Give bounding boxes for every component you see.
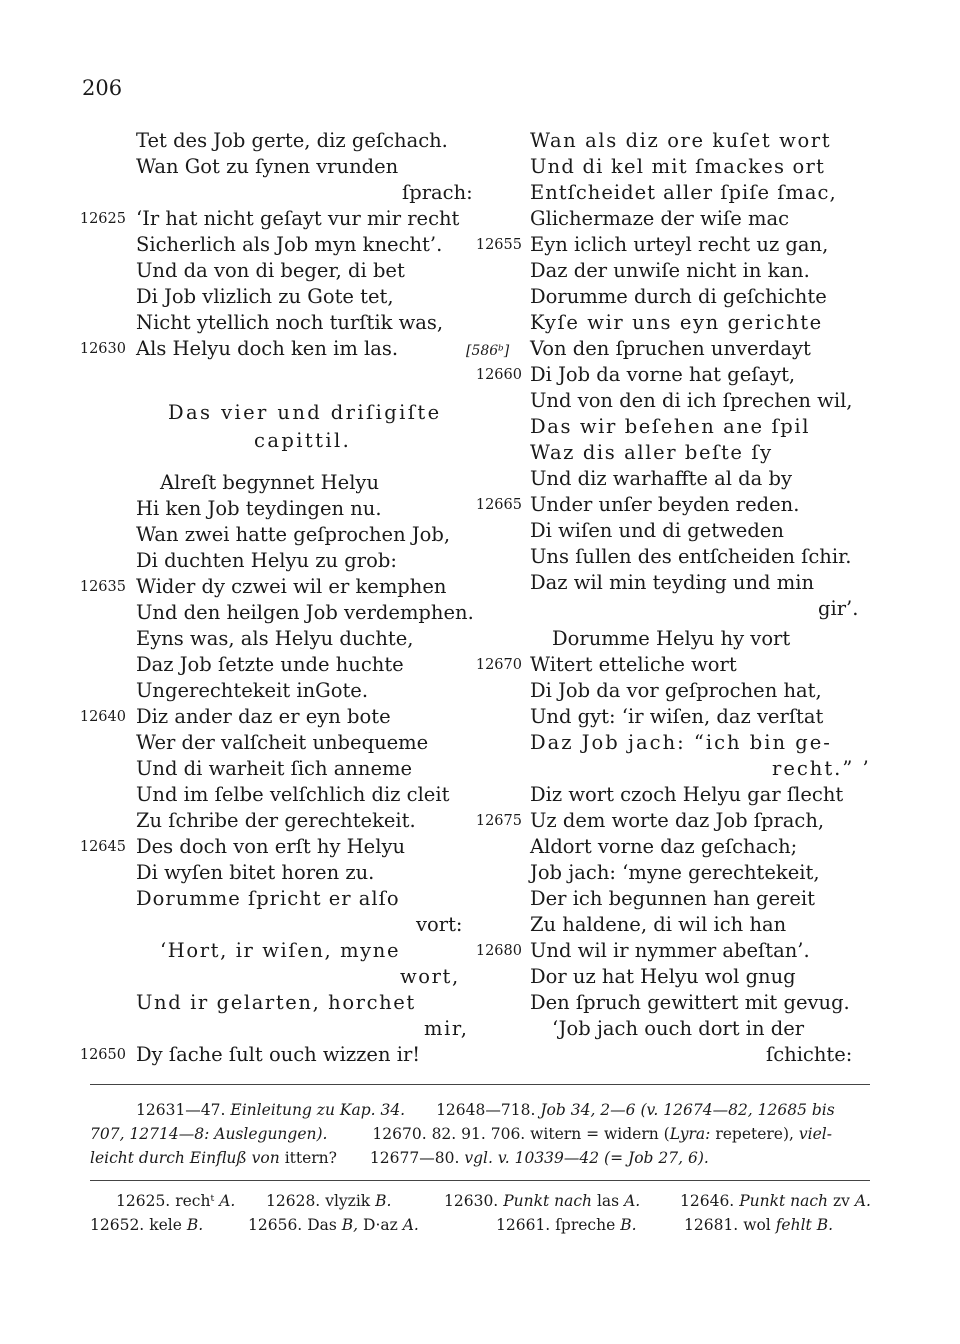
variant-entry: [680, 1190, 871, 1212]
verse-line: Diz ander daz er eyn bote: [136, 705, 391, 728]
commentary-ref: 12648—718.: [436, 1101, 536, 1119]
variant-text: D·az: [363, 1216, 398, 1234]
variant-siglum: fehlt B.: [775, 1216, 834, 1234]
variant-siglum: B.: [375, 1192, 392, 1210]
verse-line: recht.” ’: [772, 757, 871, 780]
verse-line: Und von den di ich ſprechen wil,: [530, 389, 853, 412]
commentary-text: ittern?: [284, 1149, 337, 1167]
variant-siglum: B.: [186, 1216, 204, 1234]
variant-entry: [266, 1190, 391, 1212]
commentary-text: 12670. 82. 91. 706. witern = widern (: [372, 1125, 670, 1143]
commentary-text: Einleitung zu Kap. 34.: [230, 1101, 406, 1119]
verse-line: Den ſpruch gewittert mit gevug.: [530, 991, 850, 1014]
verse-line: Wer der valſcheit unbequeme: [136, 731, 429, 754]
variant-siglum: A.: [219, 1192, 236, 1210]
variant-siglum: B,: [341, 1216, 359, 1234]
verse-line: Und diz warhaffte al da by: [530, 467, 792, 490]
line-number: 12675: [475, 813, 522, 829]
verse-line: Di wiſen und di getweden: [530, 519, 784, 542]
verse-line: Und da von di beger, di bet: [136, 259, 405, 282]
variant-ref: 12630.: [444, 1192, 499, 1210]
verse-line: Di Job da vor geſprochen hat,: [530, 679, 822, 702]
divider: [90, 1180, 870, 1181]
verse-line: Und im ſelbe velſchlich diz cleit: [136, 783, 450, 806]
variant-entry: [116, 1190, 235, 1212]
verse-line: Nicht ytellich noch turſtik was,: [136, 311, 444, 334]
verse-line: Zu haldene, di wil ich han: [530, 913, 787, 936]
verse-line: Uz dem worte daz Job ſprach,: [530, 809, 825, 832]
commentary-line: [90, 1123, 832, 1145]
variant-text: rechᵗ: [175, 1192, 215, 1210]
variant-note: Punkt nach: [739, 1192, 829, 1210]
variant-ref: 12652.: [90, 1216, 145, 1234]
verse-line: ſchichte:: [766, 1043, 853, 1066]
variant-siglum: A.: [624, 1192, 641, 1210]
variant-text: ſpreche: [555, 1216, 616, 1234]
commentary-text: vgl. v. 10339—42 (= Job 27, 6).: [464, 1149, 709, 1167]
verse-line: Job jach: ‘myne gerechtekeit,: [530, 861, 820, 884]
commentary-line: [90, 1147, 709, 1169]
variant-text: zv: [832, 1192, 850, 1210]
page-number: 206: [82, 76, 123, 100]
verse-line: Glichermaze der wiſe mac: [530, 207, 789, 230]
verse-line: Daz Job ſetzte unde huchte: [136, 653, 404, 676]
variant-ref: 12646.: [680, 1192, 735, 1210]
verse-line: Uns ſullen des entſcheiden ſchir.: [530, 545, 852, 568]
verse-line: wort,: [400, 965, 460, 988]
verse-line: Daz der unwiſe nicht in kan.: [530, 259, 810, 282]
verse-line: Kyſe wir uns eyn gerichte: [530, 311, 823, 334]
verse-line: Eyns was, als Helyu duchte,: [136, 627, 414, 650]
variant-entry: [90, 1214, 203, 1236]
verse-line: Dor uz hat Helyu wol gnug: [530, 965, 796, 988]
variant-siglum: A.: [402, 1216, 419, 1234]
variant-siglum: A.: [854, 1192, 871, 1210]
chapter-heading: Das vier und driſigiſte: [168, 401, 442, 424]
verse-line: Ungerechtekeit inGote.: [136, 679, 369, 702]
verse-line: Dy ſache ſult ouch wizzen ir!: [136, 1043, 421, 1066]
verse-line: Und gyt: ‘ir wiſen, daz verſtat: [530, 705, 824, 728]
verse-line: ſprach:: [402, 181, 473, 204]
verse-line: Und ir gelarten, horchet: [136, 991, 416, 1014]
variant-text: kele: [149, 1216, 182, 1234]
verse-line: Di duchten Helyu zu grob:: [136, 549, 397, 572]
variant-text: wol: [743, 1216, 771, 1234]
verse-line: Und den heilgen Job verdemphen.: [136, 601, 474, 624]
commentary-text: viel-: [798, 1125, 832, 1143]
variant-ref: 12661.: [496, 1216, 551, 1234]
line-number: 12670: [475, 657, 522, 673]
verse-line: Wan Got zu ſynen vrunden: [136, 155, 399, 178]
commentary-text: Lyra:: [669, 1125, 711, 1143]
verse-line: vort:: [416, 913, 463, 936]
verse-line: Und wil ir nymmer abeſtan’.: [530, 939, 810, 962]
verse-line: Dorumme Helyu hy vort: [552, 627, 791, 650]
verse-line: Der ich begunnen han gereit: [530, 887, 815, 910]
commentary-ref: 12677—80.: [369, 1149, 460, 1167]
verse-line: Sicherlich als Job myn knecht’.: [136, 233, 443, 256]
variant-entry: [248, 1214, 419, 1236]
line-number: 12625: [79, 211, 126, 227]
commentary-text: Job 34, 2—6 (v. 12674—82, 12685 bis: [540, 1101, 835, 1119]
verse-line: Des doch von erſt hy Helyu: [136, 835, 406, 858]
commentary-line: [136, 1099, 835, 1121]
variant-siglum: B.: [620, 1216, 637, 1234]
variant-note: Punkt nach: [503, 1192, 593, 1210]
verse-line: Di wyſen bitet horen zu.: [136, 861, 375, 884]
verse-line: Und di kel mit ſmackes ort: [530, 155, 826, 178]
line-number: 12645: [79, 839, 126, 855]
commentary-ref: 12631—47.: [136, 1101, 226, 1119]
verse-line: gir’.: [818, 597, 859, 620]
verse-line: Daz wil min teyding und min: [530, 571, 815, 594]
variant-text: vlyzik: [325, 1192, 371, 1210]
verse-line: Di Job da vorne hat geſayt,: [530, 363, 796, 386]
variant-entry: [496, 1214, 637, 1236]
verse-line: Diz wort czoch Helyu gar ſlecht: [530, 783, 844, 806]
verse-line: Dorumme durch di geſchichte: [530, 285, 827, 308]
verse-line: Tet des Job gerte, diz geſchach.: [136, 129, 448, 152]
variant-text: Das: [307, 1216, 337, 1234]
commentary-text: 707, 12714—8: Auslegungen).: [90, 1125, 328, 1143]
variant-text: las: [596, 1192, 620, 1210]
verse-line: Eyn iclich urteyl recht uz gan,: [530, 233, 829, 256]
verse-line: Under unſer beyden reden.: [530, 493, 800, 516]
verse-line: Als Helyu doch ken im las.: [136, 337, 399, 360]
verse-line: ‘Ir hat nicht geſayt vur mir recht: [136, 207, 460, 230]
verse-line: Daz Job jach: “ich bin ge-: [530, 731, 832, 754]
verse-line: Zu ſchribe der gerechtekeit.: [136, 809, 416, 832]
verse-line: Waz dis aller beſte ſy: [530, 441, 773, 464]
verse-line: Alreſt begynnet Helyu: [160, 471, 380, 494]
verse-line: Di Job vlizlich zu Gote tet,: [136, 285, 394, 308]
line-number: 12665: [475, 497, 522, 513]
verse-line: Entſcheidet aller ſpiſe ſmac,: [530, 181, 837, 204]
commentary-text: leicht durch Einfluß von: [90, 1149, 280, 1167]
verse-line: Von den ſpruchen unverdayt: [530, 337, 811, 360]
chapter-heading: capittil.: [254, 429, 352, 452]
verse-line: Witert etteliche wort: [530, 653, 737, 676]
verse-line: Wider dy czwei wil er kemphen: [136, 575, 447, 598]
commentary-text: repetere),: [715, 1125, 794, 1143]
verse-line: Aldort vorne daz geſchach;: [530, 835, 798, 858]
line-number: 12650: [79, 1047, 126, 1063]
variant-entry: [684, 1214, 833, 1236]
line-number: 12680: [475, 943, 522, 959]
verse-line: Und di warheit ſich anneme: [136, 757, 413, 780]
variant-ref: 12656.: [248, 1216, 303, 1234]
variant-ref: 12681.: [684, 1216, 739, 1234]
verse-line: ‘Job jach ouch dort in der: [552, 1017, 805, 1040]
line-number: 12630: [79, 341, 126, 357]
variant-entry: [444, 1190, 640, 1212]
verse-line: Wan als diz ore kuſet wort: [530, 129, 832, 152]
folio-marker: [586ᵇ]: [466, 343, 510, 359]
verse-line: ‘Hort, ir wiſen, myne: [160, 939, 401, 962]
divider: [90, 1084, 870, 1085]
line-number: 12635: [79, 579, 126, 595]
verse-line: Dorumme ſpricht er alſo: [136, 887, 400, 910]
variant-ref: 12625.: [116, 1192, 171, 1210]
verse-line: Hi ken Job teydingen nu.: [136, 497, 382, 520]
verse-line: Das wir beſehen ane ſpil: [530, 415, 811, 438]
verse-line: Wan zwei hatte geſprochen Job,: [136, 523, 451, 546]
line-number: 12640: [79, 709, 126, 725]
verse-line: mir,: [424, 1017, 469, 1040]
variant-ref: 12628.: [266, 1192, 321, 1210]
line-number: 12655: [475, 237, 522, 253]
line-number: 12660: [475, 367, 522, 383]
